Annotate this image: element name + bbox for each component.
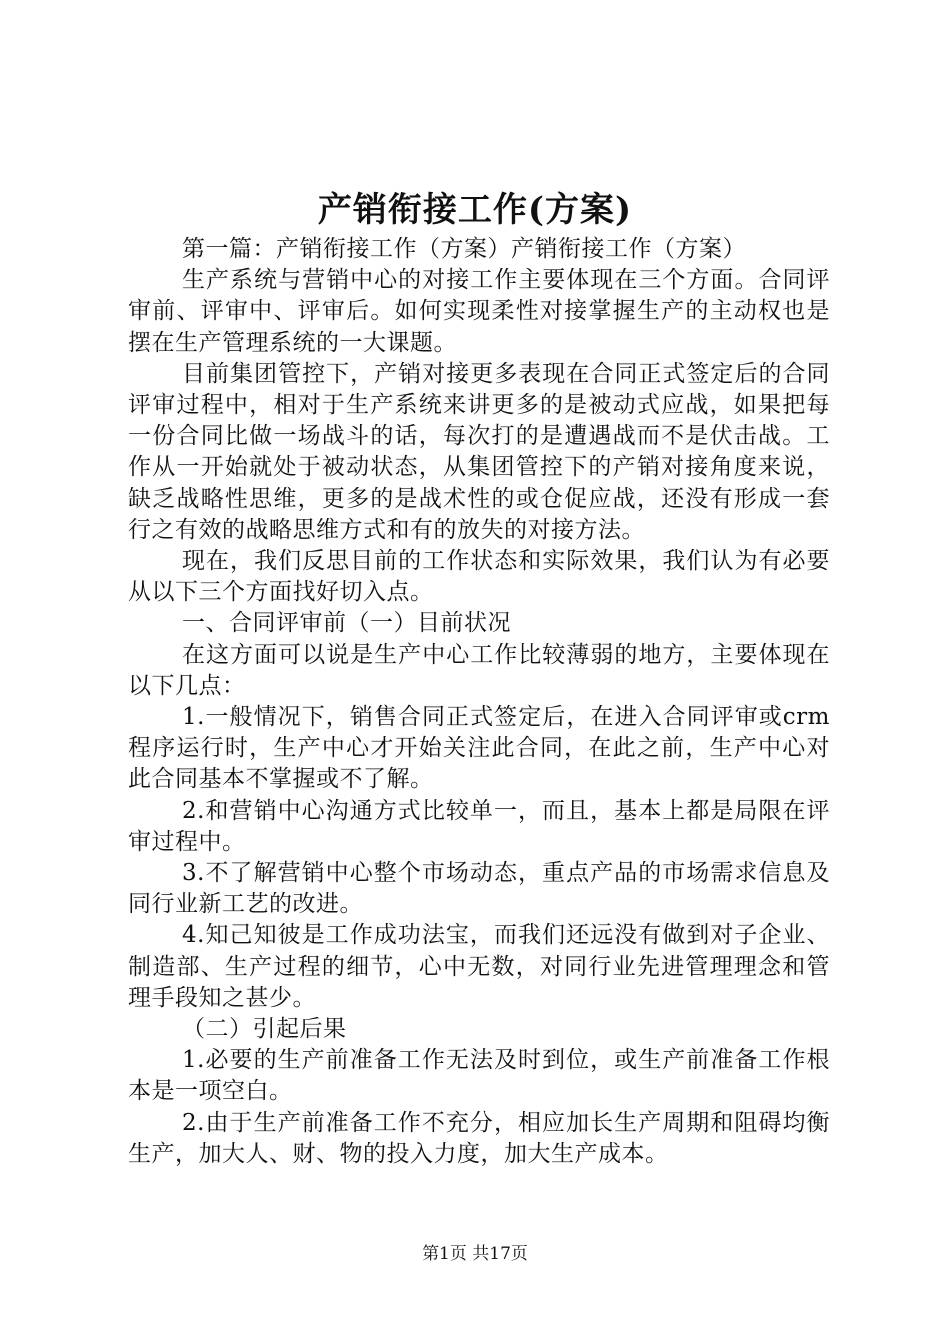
paragraph: 生产系统与营销中心的对接工作主要体现在三个方面。合同评审前、评审中、评审后。如何实现柔性对接掌握生产的主动权也是摆在生产管理系统的一大课题。	[128, 267, 830, 356]
list-item: 1.一般情况下，销售合同正式签定后，在进入合同评审或crm程序运行时，生产中心才开始关注此合同，在此之前，生产中心对此合同基本不掌握或不了解。	[128, 704, 830, 793]
document-body	[128, 234, 830, 1170]
paragraph: 现在，我们反思目前的工作状态和实际效果，我们认为有必要从以下三个方面找好切入点。	[128, 548, 830, 606]
paragraph: 目前集团管控下，产销对接更多表现在合同正式签定后的合同评审过程中，相对于生产系统来讲更多的是被动式应战，如果把每一份合同比做一场战斗的话，每次打的是遭遇战而不是伏击战。工作从一开始就处于被动状态，从集团管控下的产销对接角度来说，缺乏战略性思维，更多的是战术性的或仓促应战，还没有形成一套行之有效的战略思维方式和有的放失的对接方法。	[128, 360, 830, 543]
paragraph: 在这方面可以说是生产中心工作比较薄弱的地方，主要体现在以下几点：	[128, 641, 830, 699]
paragraph-intro: 第一篇：产销衔接工作（方案）产销衔接工作（方案）	[182, 236, 746, 262]
page-number-footer: 第1页 共17页	[422, 1244, 528, 1264]
list-item: 1.必要的生产前准备工作无法及时到位，或生产前准备工作根本是一项空白。	[128, 1047, 830, 1105]
list-item: 4.知己知彼是工作成功法宝，而我们还远没有做到对子企业、制造部、生产过程的细节，心中无数，对同行业先进管理理念和管理手段知之甚少。	[128, 922, 830, 1011]
document-title: 产销衔接工作(方案)	[317, 190, 633, 230]
list-item: 3.不了解营销中心整个市场动态，重点产品的市场需求信息及同行业新工艺的改进。	[128, 860, 830, 918]
section-heading: 一、合同评审前（一）目前状况	[182, 610, 511, 637]
list-item: 2.由于生产前准备工作不充分，相应加长生产周期和阻碍均衡生产，加大人、财、物的投入力度，加大生产成本。	[128, 1109, 830, 1167]
list-item: 2.和营销中心沟通方式比较单一，而且，基本上都是局限在评审过程中。	[128, 797, 830, 855]
section-heading: （二）引起后果	[182, 1016, 347, 1043]
